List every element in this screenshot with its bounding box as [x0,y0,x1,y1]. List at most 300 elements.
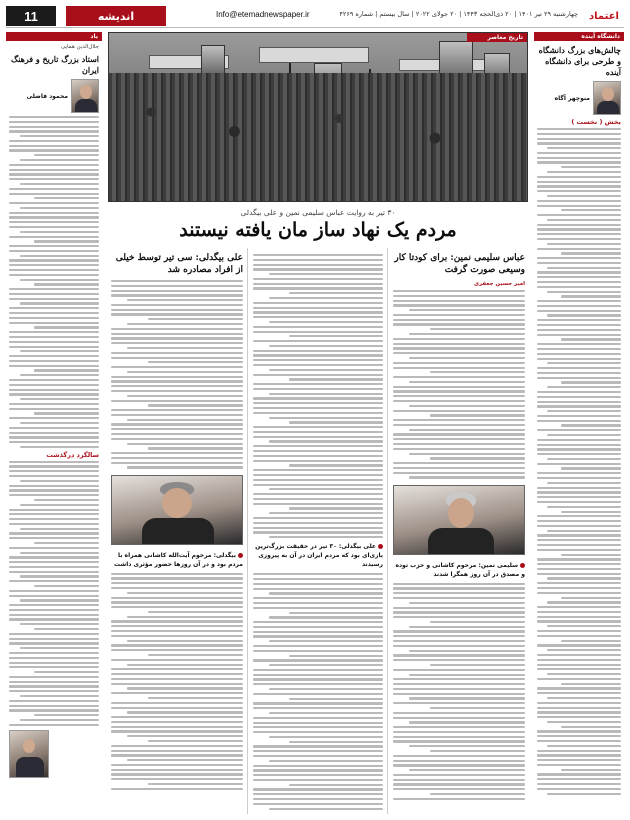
body-text-line [9,130,99,132]
body-text-line [561,381,621,383]
body-text-line [34,542,99,544]
body-text-line [561,640,621,642]
body-text-line [111,730,243,732]
body-text-line [253,602,383,604]
body-text-line [9,657,99,659]
body-text-line [9,322,99,324]
body-text-line [253,264,383,266]
body-text-line [409,745,525,747]
body-text-line [537,257,621,259]
body-text-line [253,726,383,728]
body-text-line [537,157,621,159]
body-text-line [409,429,525,431]
body-text-line [20,183,99,185]
body-text-line [393,448,525,450]
salimi-namin-byline: امیر حسین جعفری [473,281,525,287]
body-text-line [537,133,621,135]
body-text-line [269,440,383,442]
body-text-line [34,326,99,328]
body-text-line [111,659,243,661]
body-text-line [537,401,621,403]
body-text-line [253,316,383,318]
body-text-line [20,422,99,424]
body-text-line [111,625,243,627]
body-text-line [537,702,621,704]
body-text-line [253,278,383,280]
author-photo [593,81,621,115]
body-text-line [34,585,99,587]
body-text-line [111,630,243,632]
body-text-line [409,674,525,676]
body-text-line [111,649,243,651]
body-text-line [9,475,99,477]
body-text-line [9,245,99,247]
body-text-line [20,255,99,257]
bigdeli-title: علی بیگدلی: سی تیر توسط خیلی از افراد مصادره شد [115,253,243,275]
body-text-line [393,779,525,781]
body-text-line [537,534,621,536]
body-text-line [409,650,525,652]
body-text-line [34,369,99,371]
body-text-line [253,774,383,776]
body-text-line [34,412,99,414]
body-text-line [20,647,99,649]
body-text-line [537,778,621,780]
body-text-line [9,590,99,592]
body-text-line [537,391,621,393]
body-text-line [430,707,525,709]
body-text-line [111,635,243,637]
body-text-line [111,587,243,589]
body-text-line [537,730,621,732]
right-column-body [537,128,621,795]
body-text-line [289,655,383,657]
body-text-line [393,395,525,397]
body-text-line [537,515,621,517]
body-text-line [9,269,99,271]
body-text-line [253,254,383,256]
body-text-line [393,304,525,306]
body-text-line [34,154,99,156]
body-text-line [269,417,383,419]
body-text-line [537,142,621,144]
body-text-line [393,616,525,618]
body-text-line [269,273,383,275]
author-name: منوچهر آگاه [554,94,590,102]
body-text-line [430,371,525,373]
body-text-line [537,707,621,709]
body-text-line [9,432,99,434]
body-text-line [9,226,99,228]
body-text-line [393,731,525,733]
body-text-line [253,674,383,676]
body-text-line [537,286,621,288]
body-text-line [537,716,621,718]
body-text-line [253,621,383,623]
body-text-line [9,638,99,640]
body-text-line [393,583,525,585]
masthead [6,6,624,28]
body-text-line [9,317,99,319]
body-text-line [393,443,525,445]
body-text-line [547,721,621,723]
body-text-line [393,390,525,392]
salimi-namin-quote: سلیمی نمین: مرحوم کاشانی و حزب توده و مصدق در آن روز همگرا شدند [395,561,525,578]
body-text-line [253,493,383,495]
body-text-line [111,414,243,416]
body-text-line [253,354,383,356]
body-text-line [253,311,383,313]
body-text-line [9,537,99,539]
body-text-line [547,697,621,699]
body-text-line [111,390,243,392]
body-text-line [253,798,383,800]
body-text-line [9,126,99,128]
body-text-line [393,702,525,704]
body-text-line [9,188,99,190]
body-text-line [269,393,383,395]
body-text-line [547,386,621,388]
interview-middle [250,248,386,814]
body-text-line [127,419,243,421]
body-text-line [409,626,525,628]
body-text-line [253,268,383,270]
body-text-line [393,400,525,402]
bigdeli-quote: بیگدلی: مرحوم آیت‌الله کاشانی همراه با مردم بود و در آن روزها حضور مؤثری داشت [113,551,243,568]
body-text-line [269,488,383,490]
body-text-line [253,588,383,590]
body-text-line [111,423,243,425]
body-text-line [253,750,383,752]
body-text-line [111,750,243,752]
body-text-line [253,650,383,652]
body-text-line [9,178,99,180]
body-text-line [148,740,243,742]
bigdeli-photo [111,475,243,545]
body-text-line [9,436,99,438]
body-text-line [20,599,99,601]
body-text-line [537,343,621,345]
body-text-line [393,607,525,609]
body-text-line [393,338,525,340]
body-text-line [111,333,243,335]
photo-tag: تاریخ معاصر [467,33,527,42]
body-text-line [111,721,243,723]
body-text-line [409,357,525,359]
body-text-line [253,259,383,261]
body-text-line [537,668,621,670]
body-text-line [9,116,99,118]
body-text-line [253,678,383,680]
body-text-line [537,453,621,455]
body-text-line [111,678,243,680]
left-column-tag: یاد [6,32,102,41]
body-text-line [111,380,243,382]
body-text-line [393,587,525,589]
body-text-line [253,359,383,361]
contact-email[interactable]: Info@etemadnewspaper.ir [216,10,310,19]
body-text-line [289,784,383,786]
body-text-line [561,166,621,168]
body-text-line [111,285,243,287]
right-column-title: چالش‌های بزرگ دانشگاه و طرحی برای دانشگاه آینده [538,45,621,77]
body-text-line [393,386,525,388]
body-text-line [537,276,621,278]
body-text-line [127,687,243,689]
body-text-line [9,724,99,726]
body-text-line [34,714,99,716]
body-text-line [537,487,621,489]
right-column-article [534,32,624,814]
body-text-line [111,290,243,292]
body-text-line [9,685,99,687]
body-text-line [537,238,621,240]
body-text-line [9,379,99,381]
body-text-line [537,420,621,422]
body-text-line [289,335,383,337]
body-text-line [111,433,243,435]
body-text-line [253,517,383,519]
body-text-line [537,271,621,273]
body-text-line [9,523,99,525]
body-text-line [537,439,621,441]
body-text-line [9,604,99,606]
body-text-line [537,573,621,575]
body-text-line [9,642,99,644]
body-text-line [561,252,621,254]
left-column-subheading: سالگرد درگذشت [46,450,99,459]
body-text-line [537,300,621,302]
body-text-line [561,424,621,426]
body-text-line [393,688,525,690]
body-text-line [547,195,621,197]
portrait-photo [9,730,49,778]
body-text-line [9,609,99,611]
left-column-article [6,32,102,814]
body-text-line [393,774,525,776]
body-text-line [111,366,243,368]
body-text-line [111,376,243,378]
body-text-line [393,419,525,421]
body-text-line [20,719,99,721]
body-text-line [393,630,525,632]
body-text-line [9,216,99,218]
body-text-line [537,319,621,321]
body-text-line [253,469,383,471]
body-text-line [111,280,243,282]
body-text-line [9,140,99,142]
body-text-line [289,698,383,700]
body-text-line [537,616,621,618]
body-text-line [409,381,525,383]
body-text-line [253,769,383,771]
body-text-line [9,173,99,175]
body-text-line [537,372,621,374]
body-text-line [111,778,243,780]
body-text-line [547,577,621,579]
body-text-line [393,597,525,599]
body-text-line [127,616,243,618]
bigdeli-quote-mid: علی بیگدلی: ۳۰ تیر در حقیقت بزرگ‌ترین بازی‌ای بود که مردم ایران در آن به پیروزی رسیدند [255,543,383,569]
body-text-line [561,511,621,513]
body-text-line [111,769,243,771]
body-text-line [20,552,99,554]
body-text-line [537,262,621,264]
body-text-line [20,279,99,281]
body-text-line [9,513,99,515]
section-label: اندیشه [66,6,166,26]
body-text-line [111,788,243,790]
body-text-line [409,405,525,407]
body-text-line [253,283,383,285]
body-text-line [148,654,243,656]
body-text-line [253,498,383,500]
body-text-line [393,295,525,297]
body-text-line [409,309,525,311]
body-text-line [127,711,243,713]
body-text-line [9,288,99,290]
body-text-line [537,544,621,546]
body-text-line [393,467,525,469]
body-text-line [9,355,99,357]
body-text-line [393,472,525,474]
body-text-line [111,702,243,704]
body-text-line [393,462,525,464]
body-text-line [537,496,621,498]
body-text-line [289,378,383,380]
body-text-line [253,455,383,457]
body-text-line [269,297,383,299]
body-text-line [9,298,99,300]
body-text-line [393,438,525,440]
left-column-subject: جلال‌الدین همایی [60,44,99,50]
body-text-line [253,803,383,805]
body-text-line [537,582,621,584]
body-text-line [111,673,243,675]
page-number: 11 [6,6,56,26]
body-text-line [9,556,99,558]
body-text-line [269,688,383,690]
body-text-line [127,592,243,594]
body-text-line [289,507,383,509]
body-text-line [9,274,99,276]
body-text-line [537,611,621,613]
body-text-line [148,361,243,363]
body-text-line [253,583,383,585]
body-text-line [253,717,383,719]
body-text-line [547,530,621,532]
body-text-line [561,295,621,297]
body-text-line [537,539,621,541]
body-text-line [9,494,99,496]
body-text-line [9,212,99,214]
body-text-line [9,518,99,520]
left-column-title: استاد بزرگ تاریخ و فرهنگ ایران [11,54,99,75]
body-text-line [289,464,383,466]
body-text-line [253,731,383,733]
body-text-line [393,323,525,325]
body-text-line [34,197,99,199]
body-text-line [537,477,621,479]
body-text-line [537,630,621,632]
body-text-line [20,504,99,506]
body-text-line [393,424,525,426]
body-text-line [9,470,99,472]
body-text-line [253,626,383,628]
body-text-line [127,323,243,325]
body-text-line [537,750,621,752]
body-text-line [111,352,243,354]
body-text-line [253,388,383,390]
body-text-line [547,362,621,364]
body-text-line [111,644,243,646]
body-text-line [393,798,525,800]
body-text-line [9,403,99,405]
body-text-line [537,305,621,307]
body-text-line [127,759,243,761]
body-text-line [9,700,99,702]
body-text-line [253,765,383,767]
body-text-line [34,240,99,242]
body-text-line [9,709,99,711]
body-text-line [537,659,621,661]
body-text-line [20,695,99,697]
body-text-line [9,389,99,391]
body-text-line [393,760,525,762]
body-text-line [409,602,525,604]
body-text-line [393,726,525,728]
body-text-line [393,290,525,292]
body-text-line [9,509,99,511]
body-text-line [9,145,99,147]
body-text-line [537,334,621,336]
body-text-line [111,385,243,387]
body-text-line [269,640,383,642]
body-text-line [537,692,621,694]
body-text-line [409,476,525,478]
body-text-line [20,575,99,577]
body-text-line [20,623,99,625]
body-text-line [537,754,621,756]
body-text-line [253,573,383,575]
body-text-line [289,421,383,423]
body-text-line [537,664,621,666]
body-text-line [393,635,525,637]
body-text-line [561,769,621,771]
body-text-line [20,302,99,304]
body-text-line [409,769,525,771]
body-text-line [537,329,621,331]
body-text-line [537,200,621,202]
body-text-line [561,683,621,685]
body-text-line [9,360,99,362]
body-text-line [9,595,99,597]
body-text-line [537,281,621,283]
body-text-line [111,438,243,440]
body-text-line [269,616,383,618]
body-text-line [253,755,383,757]
body-text-line [148,697,243,699]
body-text-line [393,764,525,766]
body-text-line [253,474,383,476]
body-text-line [430,457,525,459]
body-text-line [111,304,243,306]
body-text-line [537,138,621,140]
body-text-line [537,491,621,493]
body-text-line [537,228,621,230]
body-text-line [253,669,383,671]
body-text-line [9,365,99,367]
